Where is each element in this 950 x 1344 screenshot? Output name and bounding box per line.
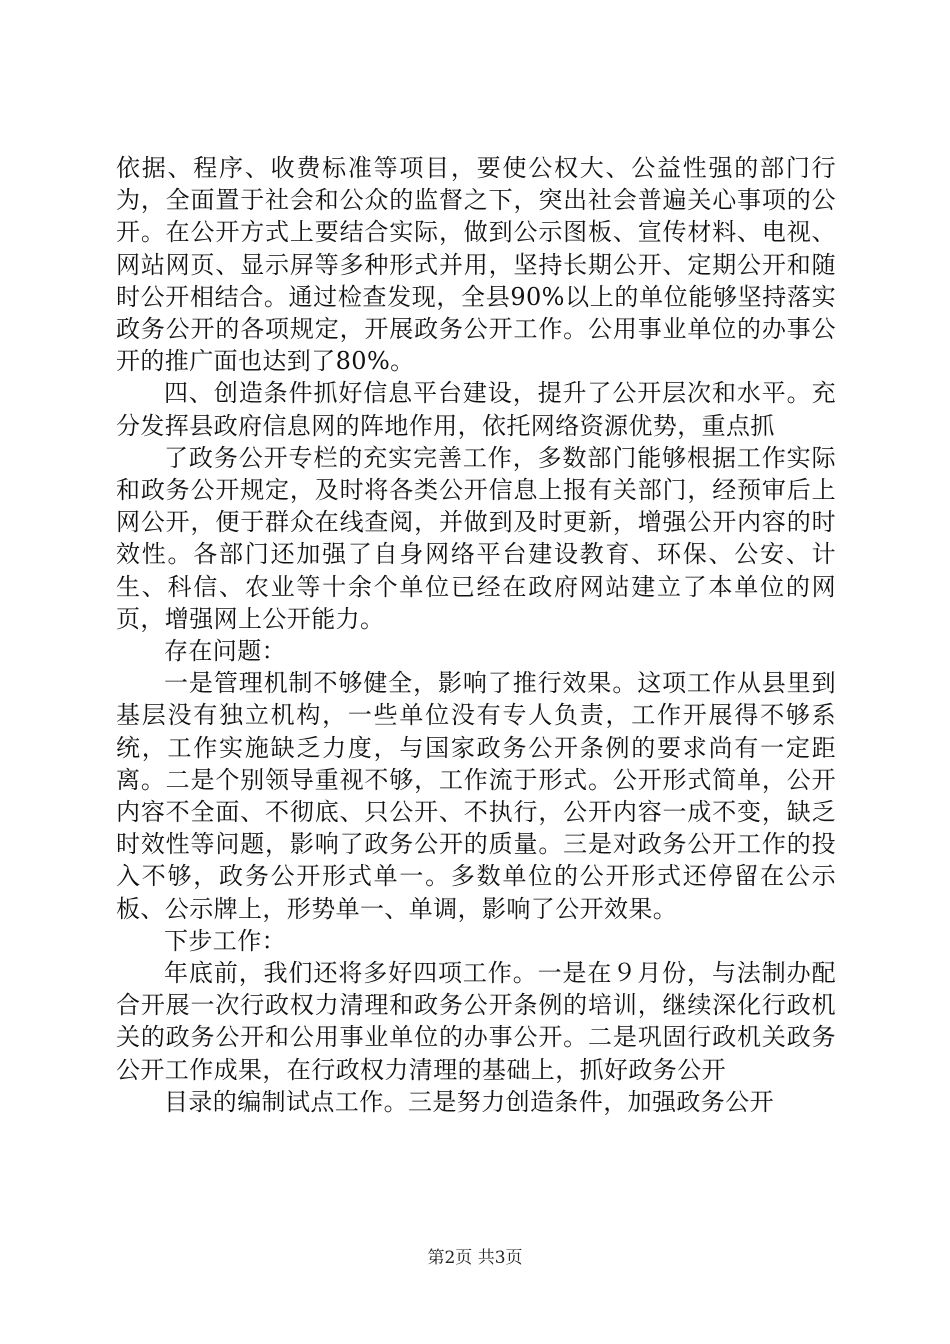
- paragraph-3: 了政务公开专栏的充实完善工作，多数部门能够根据工作实际和政务公开规定，及时将各类公开信息上报有关部门，经预审后上网公开，便于群众在线查阅，并做到及时更新，增强公开内容的时效性。各部门还加强了自身网络平台建设教育、环保、公安、计生、科信、农业等十余个单位已经在政府网站建立了本单位的网页，增强网上公开能力。: [116, 443, 836, 633]
- paragraph-final: 目录的编制试点工作。三是努力创造条件，加强政务公开: [164, 1087, 774, 1116]
- paragraph-1: 依据、程序、收费标准等项目，要使公权大、公益性强的部门行为，全面置于社会和公众的监督之下，突出社会普遍关心事项的公开。在公开方式上要结合实际，做到公示图板、宣传材料、电视、网站网页、显示屏等多种形式并用，坚持长期公开、定期公开和随时公开相结合。通过检查发现，全县90%以上的单位能够坚持落实政务公开的各项规定，开展政务公开工作。公用事业单位的办事公开的推广面也达到了80%。: [116, 154, 836, 376]
- paragraph-problems: 一是管理机制不够健全，影响了推行效果。这项工作从县里到基层没有独立机构，一些单位没有专人负责，工作开展得不够系统，工作实施缺乏力度，与国家政务公开条例的要求尚有一定距离。二是个别领导重视不够，工作流于形式。公开形式简单，公开内容不全面、不彻底、只公开、不执行，公开内容一成不变，缺乏时效性等问题，影响了政务公开的质量。三是对政务公开工作的投入不够，政务公开形式单一。多数单位的公开形式还停留在公示板、公示牌上，形势单一、单调，影响了公开效果。: [116, 669, 836, 923]
- paragraph-next-steps: 年底前，我们还将多好四项工作。一是在９月份，与法制办配合开展一次行政权力清理和政务公开条例的培训，继续深化行政机关的政务公开和公用事业单位的办事公开。二是巩固行政机关政务公开工作成果，在行政权力清理的基础上，抓好政务公开: [116, 959, 836, 1084]
- document-body: [116, 152, 836, 1118]
- section-heading-problems: 存在问题：: [164, 637, 286, 666]
- paragraph-2: 四、创造条件抓好信息平台建设，提升了公开层次和水平。充分发挥县政府信息网的阵地作用，依托网络资源优势，重点抓: [116, 379, 836, 440]
- section-heading-next-steps: 下步工作：: [164, 926, 286, 955]
- page-number: 第2页 共3页: [427, 1248, 523, 1268]
